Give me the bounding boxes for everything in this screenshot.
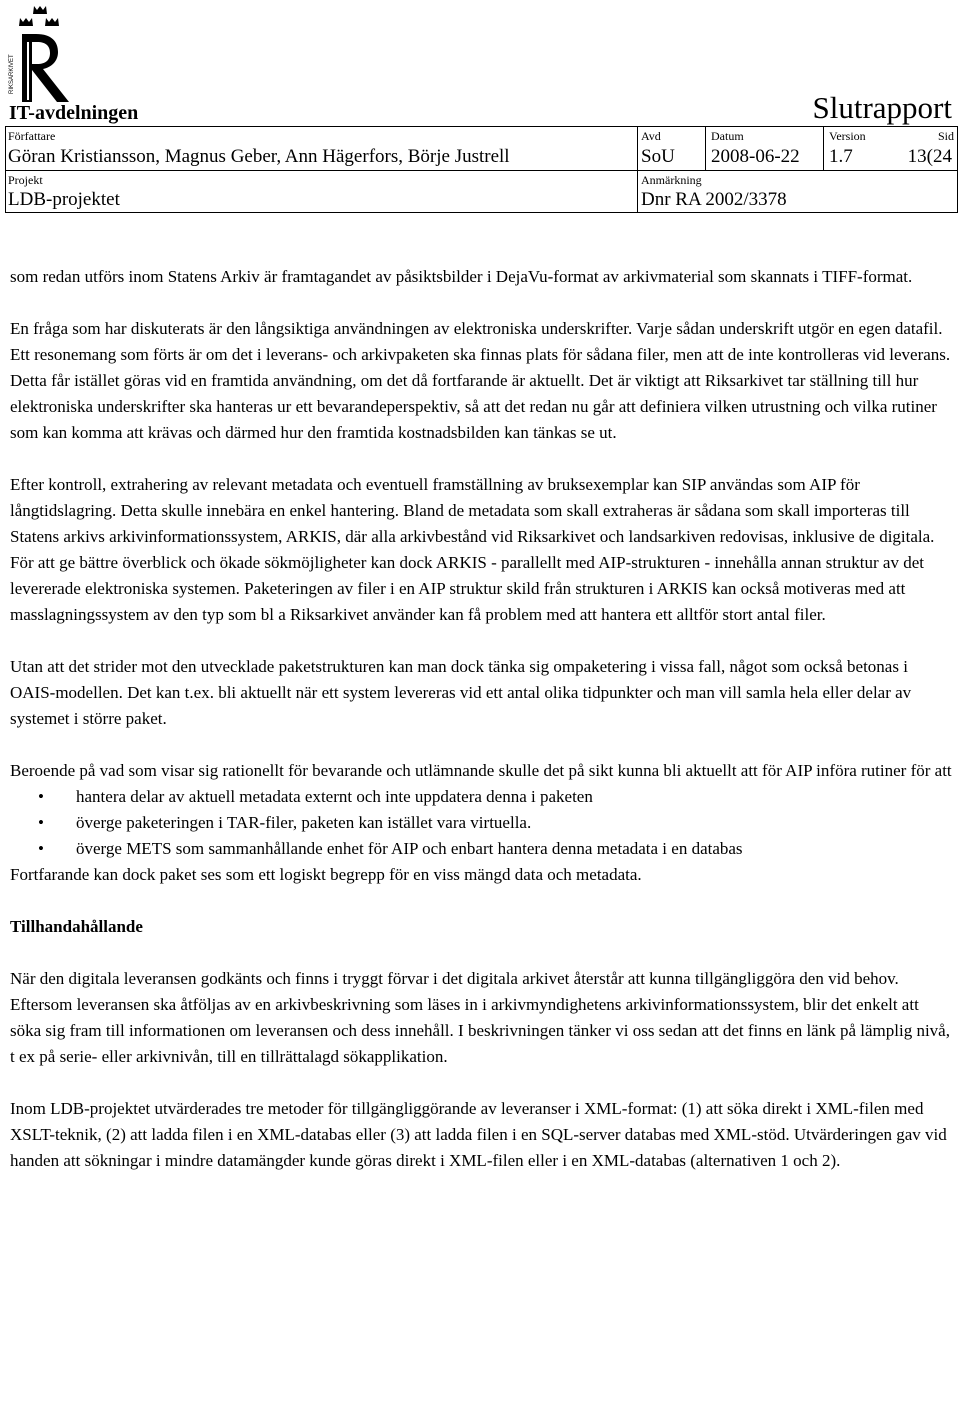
date-label: Datum	[711, 129, 744, 143]
paragraph: Fortfarande kan dock paket ses som ett logiskt begrepp för en viss mängd data och metadata.	[10, 865, 642, 884]
paragraph: När den digitala leveransen godkänts och finns i tryggt förvar i det digitala arkivet återstår att kunna tillgängliggöra den vid behov. Eftersom leveransen ska åtföljas av en arkivbeskrivning som läses in i arkivmyndighetens arkivinformationssystem, blir det enkelt att söka sig fram till informationen om leveransen och dess innehåll. I beskrivningen tänker vi oss sedan att det finns en länk på lämplig nivå, t ex på serie- eller arkivnivån, till en tillrättalagd sökapplikation.	[10, 969, 950, 1066]
paragraph: En fråga som har diskuterats är den långsiktiga användningen av elektroniska underskrifter. Varje sådan underskrift utgör en egen datafil. Ett resonemang som förts är om det i leverans- och arkivpaketen ska finnas plats för sådana filer, men att de inte kontrolleras vid leverans. Detta får istället göras vid en framtida användning, om det då fortfarande är aktuellt. Det är viktigt att Riksarkivet tar ställning till hur elektroniska underskrifter ska hanteras ur ett bevarandeperspektiv, så att det redan nu går att definiera vilken utrustning och vilka rutiner som kan komma att krävas och därmed hur den framtida kostnadsbilden kan tänkas se ut.	[10, 319, 951, 442]
bullet-icon: •	[38, 839, 44, 858]
paragraph: Efter kontroll, extrahering av relevant metadata och eventuell framställning av bruksexemplar kan SIP användas som AIP för långtidslagring. Detta skulle innebära en enkel hantering. Bland de metadata som skall extraheras är sådana som skall importeras till Statens arkivs arkivinformationssystem, ARKIS, där alla arkivbestånd vid Riksarkivet och landsarkiven redovisas, inklusive de digitala. För att ge bättre överblick och ökade sökmöjligheter kan dock ARKIS - parallellt med AIP-strukturen - innehålla annan struktur av det levererade elektroniska systemen. Paketeringen av filer i en AIP struktur skild från strukturen i ARKIS kan också motiveras med att masslagningssystem av den typ som bl a Riksarkivet använder kan få problem med att hantera ett alltför stort antal filer.	[10, 475, 935, 624]
list-item	[10, 836, 952, 862]
dept-value: SoU	[641, 146, 675, 167]
document-body	[10, 264, 952, 1200]
document-type: Slutrapport	[812, 90, 952, 125]
paragraph: Inom LDB-projektet utvärderades tre metoder för tillgängliggörande av leveranser i XML-format: (1) att söka direkt i XML-filen med XSLT-teknik, (2) att ladda filen i en XML-databas eller (3) att ladda filen i en SQL-server databas med XML-stöd. Utvärderingen gav vid handen att sökningar i mindre datamängder kunde göras direkt i XML-filen eller i en XML-databas (alternativen 1 och 2).	[10, 1099, 947, 1170]
list-item-text: överge METS som sammanhållande enhet för AIP och enbart hantera denna metadata i en databas	[76, 839, 743, 858]
author-value: Göran Kristiansson, Magnus Geber, Ann Hägerfors, Börje Justrell	[8, 146, 510, 167]
date-value: 2008-06-22	[711, 146, 800, 167]
page-value: 13(24	[907, 146, 952, 167]
author-label: Författare	[8, 129, 56, 143]
logo-text: RIKSARKIVET	[9, 54, 15, 94]
bullet-list	[10, 784, 952, 862]
bullet-icon: •	[38, 787, 44, 806]
paragraph: Beroende på vad som visar sig rationellt för bevarande och utlämnande skulle det på sikt kunna bli aktuellt att för AIP införa rutiner för att	[10, 761, 952, 780]
section-heading: Tillhandahållande	[10, 917, 143, 936]
riksarkivet-logo	[10, 2, 80, 102]
version-label: Version	[829, 129, 866, 143]
organization-name: IT-avdelningen	[9, 102, 139, 124]
project-label: Projekt	[8, 173, 43, 187]
document-header-table	[5, 126, 958, 212]
remark-value: Dnr RA 2002/3378	[641, 189, 787, 210]
list-item	[10, 810, 952, 836]
paragraph: som redan utförs inom Statens Arkiv är framtagandet av påsiktsbilder i DejaVu-format av arkivmaterial som skannats i TIFF-format.	[10, 267, 913, 286]
list-item-text: hantera delar av aktuell metadata externt och inte uppdatera denna i paketen	[76, 787, 593, 806]
list-item-text: överge paketeringen i TAR-filer, paketen kan istället vara virtuella.	[76, 813, 532, 832]
version-value: 1.7	[829, 146, 853, 167]
remark-label: Anmärkning	[641, 173, 702, 187]
paragraph: Utan att det strider mot den utvecklade paketstrukturen kan man dock tänka sig ompaketering i vissa fall, något som också betonas i OAIS-modellen. Det kan t.ex. bli aktuellt när ett system levereras vid ett antal olika tidpunkter och man vill samla hela eller delar av systemet i större paket.	[10, 657, 912, 728]
page-label: Sid	[937, 129, 954, 143]
dept-label: Avd	[641, 129, 661, 143]
bullet-icon: •	[38, 813, 44, 832]
list-item	[10, 784, 952, 810]
project-value: LDB-projektet	[8, 189, 120, 210]
